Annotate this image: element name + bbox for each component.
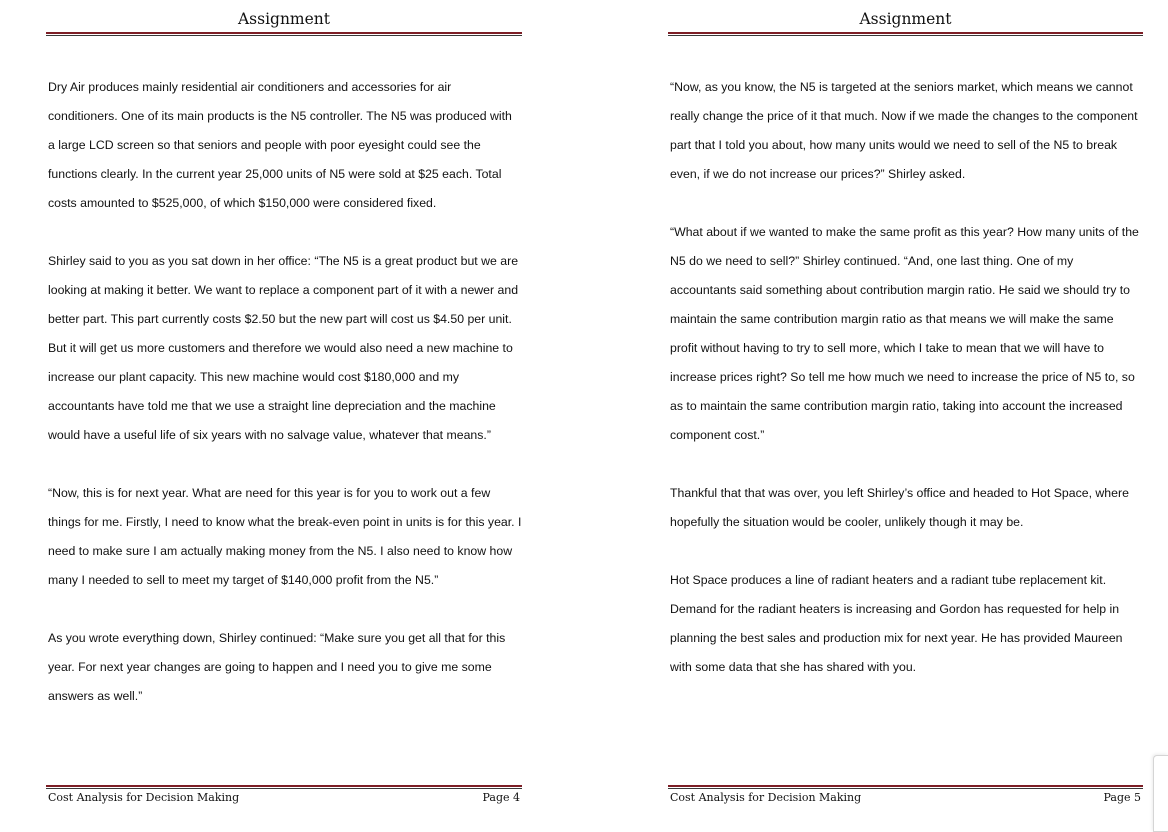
header-rule — [46, 32, 522, 36]
paragraph: “Now, as you know, the N5 is targeted at the seniors market, which means we cannot really change the price of it that much. Now if we made the changes to the component part that I told you about, how many units would we need to sell of the N5 to break even, if we do not increase our prices?” Shirley asked. — [670, 80, 1138, 181]
footer-page-number: Page 5 — [1103, 791, 1141, 804]
document-page-4 — [46, 0, 522, 830]
scroll-handle[interactable] — [1153, 755, 1168, 832]
page-header-title: Assignment — [237, 10, 331, 28]
page-header-title: Assignment — [859, 10, 952, 28]
footer-rule — [668, 785, 1143, 789]
header-rule — [668, 32, 1143, 36]
footer-course-title: Cost Analysis for Decision Making — [670, 791, 862, 804]
footer-page-number: Page 4 — [482, 791, 520, 804]
paragraph: Shirley said to you as you sat down in her office: “The N5 is a great product but we are looking at making it better. We want to replace a component part of it with a newer and better part. This part currently costs $2.50 but the new part will cost us $4.50 per unit. But it will get us more customers and therefore we would also need a new machine to increase our plant capacity. This new machine would cost $180,000 and my accountants have told me that we use a straight line depreciation and the machine would have a useful life of six years with no salvage value, whatever that means.” — [48, 254, 519, 442]
footer-rule — [46, 785, 522, 789]
paragraph: Thankful that that was over, you left Shirley’s office and headed to Hot Space, where hopefully the situation would be cooler, unlikely though it may be. — [670, 486, 1129, 529]
paragraph: “Now, this is for next year. What are need for this year is for you to work out a few things for me. Firstly, I need to know what the break-even point in units is for this year. I need to make sure I am actually making money from the N5. I also need to know how many I needed to sell to meet my target of $140,000 profit from the N5.” — [48, 486, 522, 587]
paragraph: Hot Space produces a line of radiant heaters and a radiant tube replacement kit. Demand for the radiant heaters is increasing and Gordon has requested for help in planning the best sales and production mix for next year. He has provided Maureen with some data that she has shared with you. — [670, 573, 1123, 674]
document-page-5 — [668, 0, 1143, 830]
page-body — [48, 73, 522, 740]
paragraph: As you wrote everything down, Shirley continued: “Make sure you get all that for this year. For next year changes are going to happen and I need you to give me some answers as well.” — [48, 631, 506, 703]
paragraph: Dry Air produces mainly residential air conditioners and accessories for air conditioners. One of its main products is the N5 controller. The N5 was produced with a large LCD screen so that seniors and people with poor eyesight could see the functions clearly. In the current year 25,000 units of N5 were sold at $25 each. Total costs amounted to $525,000, of which $150,000 were considered fixed. — [48, 80, 512, 210]
paragraph: “What about if we wanted to make the same profit as this year? How many units of the N5 do we need to sell?” Shirley continued. “And, one last thing. One of my accountants said something about contribution margin ratio. He said we should try to maintain the same contribution margin ratio as that means we will make the same profit without having to try to sell more, which I take to mean that we will have to increase prices right? So tell me how much we need to increase the price of N5 to, so as to maintain the same contribution margin ratio, taking into account the increased component cost.” — [670, 225, 1139, 442]
page-body — [670, 73, 1143, 711]
footer-course-title: Cost Analysis for Decision Making — [48, 791, 240, 804]
